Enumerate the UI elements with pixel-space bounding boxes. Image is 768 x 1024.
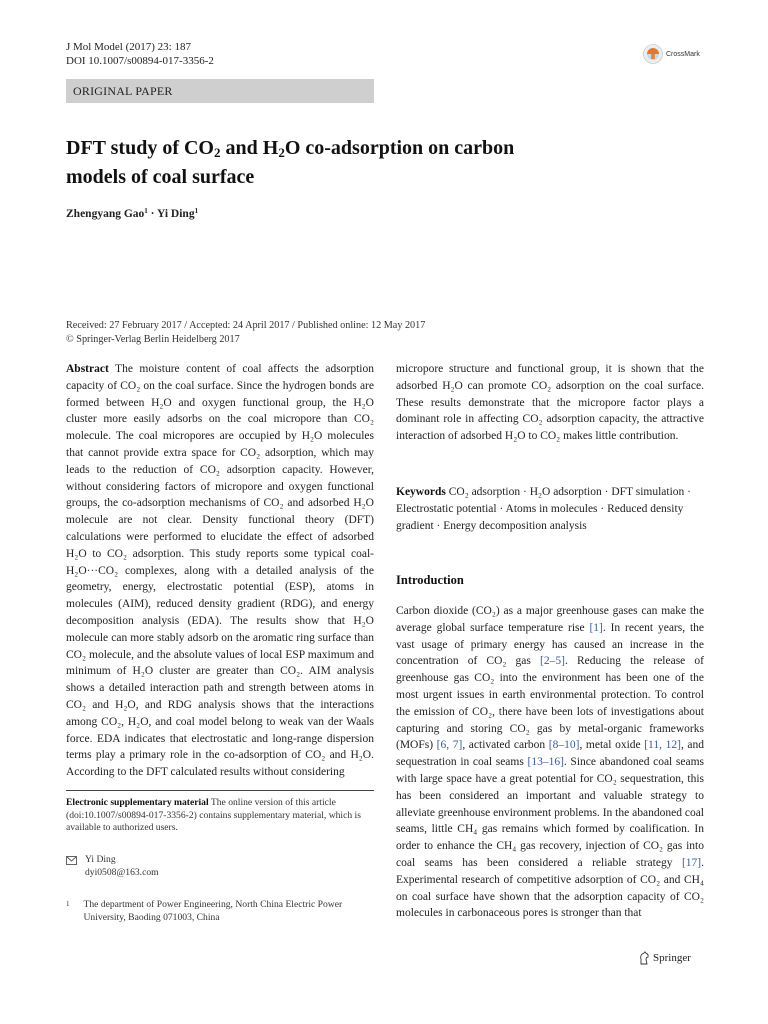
history-dates: Received: 27 February 2017 / Accepted: 24 April 2017 / Published online: 12 May 2017 (66, 320, 426, 331)
crossmark-icon (643, 44, 663, 64)
affiliation-number: 1 (66, 900, 70, 908)
intro-text: Carbon dioxide (CO₂) as a major greenhouse gases can make the average global surface temperature rise (396, 605, 704, 634)
title-part: DFT study of CO (66, 137, 214, 159)
abstract-continued-text: micropore structure and functional group, it is shown that the adsorbed H₂O can promote CO₂ adsorption on the coal surface. These results demonstrate that the micropore factor plays a dominant role in affecting CO₂ adsorption capacity, the attractive interaction of adsorbed H₂O to CO₂ makes little contribution. (396, 363, 704, 443)
journal-info (66, 40, 214, 68)
footnote-divider (66, 790, 374, 791)
crossmark-badge[interactable] (643, 44, 700, 64)
intro-text: , activated carbon (462, 739, 549, 752)
crossmark-label: CrossMark (666, 50, 700, 58)
reference-link[interactable]: [8–10] (548, 739, 580, 752)
keywords-text: CO₂ adsorption · H₂O adsorption · DFT simulation · Electrostatic potential · Atoms in molecules · Reduced density gradient · Energy decomposition analysis (396, 486, 691, 532)
intro-text: . Experimental research of competitive adsorption of CO₂ and CH₄ on coal surface have shown that the adsorption capacity of CO₂ molecules in carbonaceous pores is stronger than that (396, 856, 704, 920)
intro-text: . In recent years, the vast usage of primary energy has caused an increase in the concentration of CO₂ gas (396, 621, 704, 668)
reference-link[interactable]: [6, 7] (436, 739, 463, 752)
title-subscript: 2 (278, 145, 285, 160)
author-affiliation-marker: 1 (194, 207, 199, 215)
corresponding-author (66, 854, 159, 879)
supplementary-material-note (66, 797, 374, 835)
author-list (66, 207, 198, 220)
reference-link[interactable]: [2–5] (540, 655, 565, 668)
reference-link[interactable]: [13–16] (527, 756, 564, 769)
intro-text: . Since abandoned coal seams with large space have a great potential for CO₂ sequestration, this has been considered an important and valuable strategy to alleviate greenhouse environment problems. In the abandoned coal seams, little CH₄ gas remains which formed by coalification. In order to enhance the CH₄ gas recovery, injection of CO₂ gas into coal seams has been considered a reliable strategy (396, 756, 704, 869)
abstract-label: Abstract (66, 363, 109, 375)
introduction-body (396, 603, 704, 922)
contact-email[interactable]: dyi0508@163.com (85, 866, 159, 878)
affiliation (66, 898, 374, 924)
reference-link[interactable]: [17] (681, 856, 702, 869)
copyright-line: © Springer-Verlag Berlin Heidelberg 2017 (66, 333, 240, 345)
author-separator: · (147, 208, 157, 220)
springer-horse-icon (638, 951, 650, 965)
title-line-2: models of coal surface (66, 166, 255, 188)
publisher-name: Springer (653, 952, 691, 964)
article-title (66, 136, 626, 190)
publication-history (66, 319, 425, 346)
article-type-ribbon: ORIGINAL PAPER (66, 79, 374, 103)
affiliation-text: The department of Power Engineering, North China Electric Power University, Baoding 071003, China (83, 899, 343, 923)
keywords (396, 484, 704, 534)
keywords-label: Keywords (396, 486, 446, 498)
abstract-continued (396, 361, 704, 445)
envelope-icon (66, 856, 77, 865)
intro-text: . Reducing the release of greenhouse gas CO₂ into the environment has been one of the most urgent issues in earth environmental protection. To control the emission of CO₂, there have been lots of investigations about capturing and storing CO₂ gas by metal-organic frameworks (MOFs) (396, 655, 704, 752)
author-affiliation-marker: 1 (144, 207, 148, 215)
intro-text: , and sequestration in coal seams (396, 739, 705, 769)
title-subscript: 2 (214, 145, 221, 160)
author-name[interactable]: Yi Ding (156, 208, 195, 220)
journal-citation: J Mol Model (2017) 23: 187 (66, 41, 191, 53)
title-part: and H (220, 137, 279, 159)
abstract (66, 361, 374, 781)
author-name[interactable]: Zhengyang Gao (66, 208, 145, 220)
journal-doi[interactable]: DOI 10.1007/s00894-017-3356-2 (66, 55, 214, 67)
esm-label: Electronic supplementary material (66, 797, 209, 808)
reference-link[interactable]: [11, 12] (644, 739, 681, 752)
esm-text: The online version of this article (doi:10.1007/s00894-017-3356-2) contains supplementary material, which is available to authorized users. (66, 797, 361, 834)
abstract-text: The moisture content of coal affects the adsorption capacity of CO₂ on the coal surface. Since the hydrogen bonds are formed between H₂O and oxygen functional group, the H₂O cluster more easily adsorbs on the coal micropore than CO₂ molecule. The coal micropores are occupied by H₂O molecules that cannot provide extra space for CO₂ adsorption, which may leads to the reduction of CO₂ adsorption capacity. However, without considering factors of micropore and oxygen functional groups, the co-adsorption mechanisms of CO₂ and adsorbed H₂O molecule are not clear. Density functional theory (DFT) calculations were performed to elucidate the effect of adsorbed H₂O to CO₂ adsorption. This study reports some typical coal-H₂O···CO₂ complexes, along with a detailed analysis of the geometry, energy, electrostatic potential (ESP), atoms in molecules (AIM), reduced density gradient (RDG), and energy decomposition analysis (EDA). The results show that H₂O molecule can more stably adsorb on the aromatic ring surface than CO₂ molecule, and the absolute values of local ESP maximum and minimum of H₂O cluster are greater than CO₂. AIM analysis shows a detailed interaction path and strength between atoms in CO₂ and H₂O, and RDG analysis shows that the interactions among CO₂, H₂O, and coal model belong to weak van der Waals force. EDA indicates that electrostatic and long-range dispersion terms play a primary role in the co-adsorption of CO₂ and H₂O. According to the DFT calculated results without considering (66, 363, 374, 779)
reference-link[interactable]: [1] (589, 621, 603, 634)
section-heading-introduction: Introduction (396, 573, 464, 587)
title-part: O co-adsorption on carbon (284, 137, 515, 159)
contact-name: Yi Ding (85, 854, 116, 865)
publisher-logo (638, 951, 691, 965)
intro-text: , metal oxide (579, 739, 645, 752)
